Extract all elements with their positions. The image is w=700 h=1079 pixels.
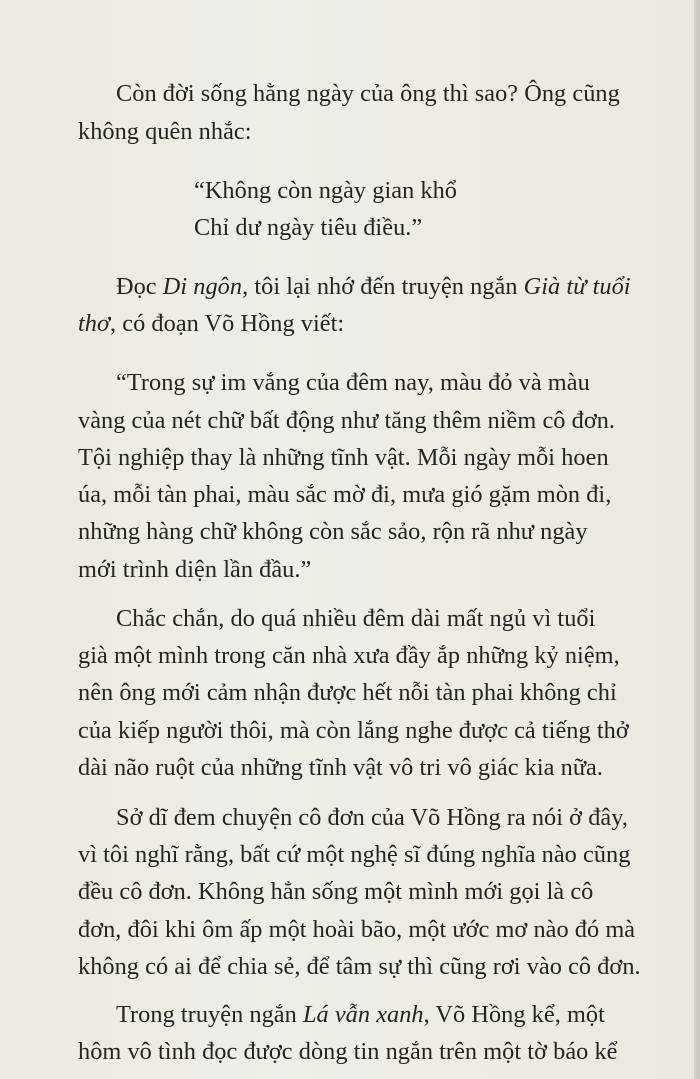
paragraph-3-line-2: già một mình trong căn nhà xưa đầy ắp những kỷ niệm, xyxy=(78,642,620,669)
paragraph-4-line-2: vì tôi nghĩ rằng, bất cứ một nghệ sĩ đúng nghĩa nào cũng xyxy=(78,841,631,868)
italic-title-gia-tu-tuoi-tho: Già từ tuổi xyxy=(523,273,631,300)
paragraph-4-line-4: đơn, đôi khi ôm ấp một hoài bão, một ước mơ nào đó mà xyxy=(78,916,636,943)
paragraph-1-line-1: Còn đời sống hằng ngày của ông thì sao? Ông cũng xyxy=(116,80,620,107)
paragraph-2-line-2 xyxy=(78,309,344,339)
paragraph-3-line-5: dài não ruột của những tĩnh vật vô tri vô giác kia nữa. xyxy=(78,754,604,781)
paragraph-3-line-1: Chắc chắn, do quá nhiều đêm dài mất ngủ vì tuổi xyxy=(116,605,596,632)
paragraph-4-line-1: Sở dĩ đem chuyện cô đơn của Võ Hồng ra nói ở đây, xyxy=(116,804,628,831)
italic-title-la-van-xanh: Lá vẫn xanh xyxy=(302,1001,424,1028)
paragraph-1-line-2: không quên nhắc: xyxy=(78,118,252,145)
text-run: , tôi lại nhớ đến truyện ngắn xyxy=(242,273,524,300)
quote-line-4: úa, mỗi tàn phai, màu sắc mờ đi, mưa gió gặm mòn đi, xyxy=(78,481,612,508)
paragraph-5-line-1 xyxy=(116,1000,605,1030)
quote-line-5: những hàng chữ không còn sắc sảo, rộn rã như ngày xyxy=(78,518,588,545)
quote-line-1: “Trong sự im vắng của đêm nay, màu đỏ và màu xyxy=(116,369,590,396)
paragraph-3-line-4: của kiếp người thôi, mà còn lắng nghe được cả tiếng thở xyxy=(78,717,629,744)
quote-line-3: Tội nghiệp thay là những tĩnh vật. Mỗi ngày mỗi hoen xyxy=(78,444,609,471)
page-edge-shadow xyxy=(694,0,700,1079)
paragraph-5-line-2: hôm vô tình đọc được dòng tin ngắn trên một tờ báo kể xyxy=(78,1038,618,1065)
italic-title-gia-tu-tuoi-tho-cont: thơ xyxy=(78,310,111,337)
text-run: Trong truyện ngắn xyxy=(116,1001,303,1028)
quote-line-6: mới trình diện lần đầu.” xyxy=(78,556,312,583)
paragraph-3-line-3: nên ông mới cảm nhận được hết nỗi tàn phai không chỉ xyxy=(78,679,617,706)
poem-line-2: Chỉ dư ngày tiêu điều.” xyxy=(194,214,423,241)
text-run: Đọc xyxy=(116,273,163,300)
paragraph-4-line-5: không có ai để chia sẻ, để tâm sự thì cũng rơi vào cô đơn. xyxy=(78,953,641,980)
poem-line-1: “Không còn ngày gian khổ xyxy=(194,177,458,204)
text-run: , có đoạn Võ Hồng viết: xyxy=(110,310,345,337)
text-run: , Võ Hồng kể, một xyxy=(423,1001,605,1028)
paragraph-4-line-3: đều cô đơn. Không hẳn sống một mình mới gọi là cô xyxy=(78,878,594,905)
paragraph-2-line-1 xyxy=(116,272,631,302)
italic-title-di-ngon: Di ngôn xyxy=(162,273,243,300)
quote-line-2: vàng của nét chữ bất động như tăng thêm niềm cô đơn. xyxy=(78,407,616,434)
